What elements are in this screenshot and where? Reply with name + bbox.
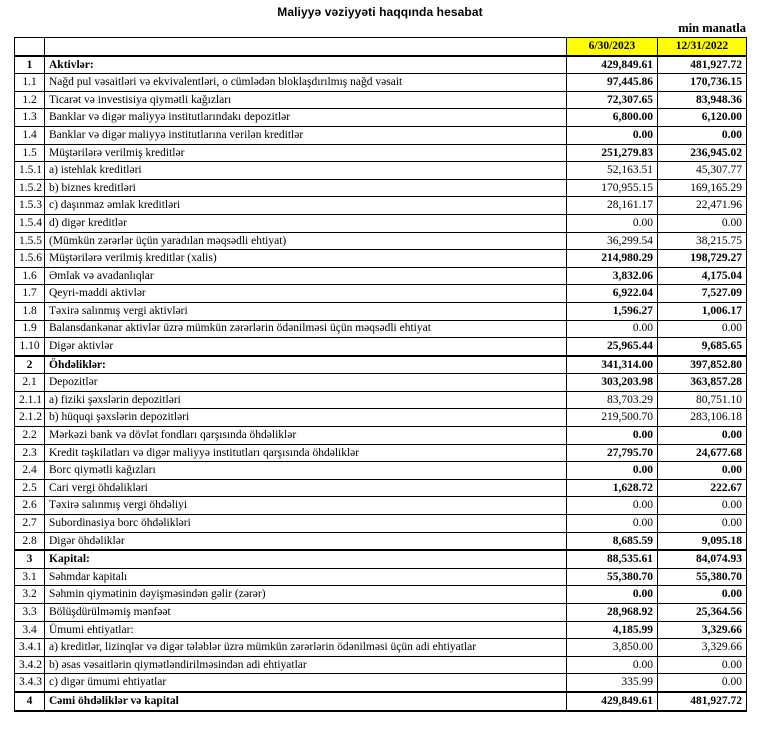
row-label-cell: (Mümkün zərərlər üçün yaradılan məqsədli ehtiyat) (45, 232, 567, 250)
row-label-cell: Müştərilərə verilmiş kreditlər (45, 144, 567, 162)
value-cell-2023: 72,307.65 (567, 91, 658, 109)
value-cell-2022: 198,729.27 (658, 250, 747, 268)
value-cell-2022: 222.67 (658, 479, 747, 497)
value-cell-2023: 25,965.44 (567, 338, 658, 356)
table-row (15, 320, 747, 338)
table-row (15, 604, 747, 622)
row-label-cell: b) əsas vəsaitlərin qiymətləndirilməsindən adi ehtiyatlar (45, 656, 567, 674)
row-label-cell: Təxirə salınmış vergi aktivləri (45, 302, 567, 320)
table-row (15, 214, 747, 232)
value-cell-2022: 0.00 (658, 656, 747, 674)
row-label-cell: d) digər kreditlər (45, 214, 567, 232)
row-number-cell: 2.1 (15, 374, 45, 392)
row-label-cell: b) hüquqi şəxslərin depozitləri (45, 409, 567, 427)
value-cell-2023: 3,832.06 (567, 267, 658, 285)
value-cell-2023: 0.00 (567, 656, 658, 674)
row-number-cell: 3.4.3 (15, 674, 45, 692)
value-cell-2022: 0.00 (658, 214, 747, 232)
row-number-cell: 1.3 (15, 109, 45, 127)
table-row (15, 391, 747, 409)
table-row (15, 74, 747, 92)
row-number-cell: 3.2 (15, 586, 45, 604)
value-cell-2022: 397,852.80 (658, 356, 747, 374)
row-number-cell: 3.4.2 (15, 656, 45, 674)
table-row (15, 285, 747, 303)
row-label-cell: Qeyri-maddi aktivlər (45, 285, 567, 303)
value-cell-2022: 481,927.72 (658, 692, 747, 711)
row-number-cell: 1.5.6 (15, 250, 45, 268)
value-cell-2022: 25,364.56 (658, 604, 747, 622)
header-empty-description-cell (45, 38, 567, 56)
row-number-cell: 1.5.5 (15, 232, 45, 250)
row-label-cell: Banklar və digər maliyyə institutlarına verilən kreditlər (45, 126, 567, 144)
row-number-cell: 1.1 (15, 74, 45, 92)
table-row (15, 179, 747, 197)
value-cell-2023: 219,500.70 (567, 409, 658, 427)
row-label-cell: Ümumi ehtiyatlar: (45, 621, 567, 639)
row-label-cell: c) daşınmaz əmlak kreditləri (45, 197, 567, 215)
value-cell-2023: 0.00 (567, 126, 658, 144)
table-row (15, 479, 747, 497)
value-cell-2022: 0.00 (658, 320, 747, 338)
row-label-cell: Subordinasiya borc öhdəlikləri (45, 515, 567, 533)
value-cell-2023: 0.00 (567, 462, 658, 480)
table-body (15, 56, 747, 711)
value-cell-2023: 335.99 (567, 674, 658, 692)
row-label-cell: a) fiziki şəxslərin depozitləri (45, 391, 567, 409)
value-cell-2023: 0.00 (567, 497, 658, 515)
table-row (15, 126, 747, 144)
row-label-cell: Səhmdar kapitalı (45, 568, 567, 586)
value-cell-2022: 84,074.93 (658, 550, 747, 568)
value-cell-2022: 7,527.09 (658, 285, 747, 303)
row-number-cell: 1.9 (15, 320, 45, 338)
row-number-cell: 1.7 (15, 285, 45, 303)
table-row (15, 250, 747, 268)
value-cell-2022: 9,095.18 (658, 532, 747, 550)
value-cell-2022: 363,857.28 (658, 374, 747, 392)
row-label-cell: Digər öhdəliklər (45, 532, 567, 550)
row-number-cell: 2.1.2 (15, 409, 45, 427)
value-cell-2023: 0.00 (567, 515, 658, 533)
value-cell-2022: 55,380.70 (658, 568, 747, 586)
value-cell-2022: 24,677.68 (658, 444, 747, 462)
row-label-cell: Mərkəzi bank və dövlət fondları qarşısında öhdəliklər (45, 427, 567, 445)
value-cell-2022: 0.00 (658, 427, 747, 445)
value-cell-2023: 28,968.92 (567, 604, 658, 622)
table-row (15, 692, 747, 711)
value-cell-2023: 52,163.51 (567, 162, 658, 180)
row-number-cell: 2.4 (15, 462, 45, 480)
value-cell-2023: 251,279.83 (567, 144, 658, 162)
row-number-cell: 1.5.3 (15, 197, 45, 215)
row-number-cell: 1.10 (15, 338, 45, 356)
value-cell-2023: 170,955.15 (567, 179, 658, 197)
value-cell-2023: 303,203.98 (567, 374, 658, 392)
value-cell-2022: 4,175.04 (658, 267, 747, 285)
value-cell-2023: 27,795.70 (567, 444, 658, 462)
table-row (15, 197, 747, 215)
value-cell-2023: 3,850.00 (567, 639, 658, 657)
value-cell-2022: 169,165.29 (658, 179, 747, 197)
value-cell-2023: 88,535.61 (567, 550, 658, 568)
row-label-cell: b) biznes kreditləri (45, 179, 567, 197)
value-cell-2023: 0.00 (567, 427, 658, 445)
value-cell-2023: 28,161.17 (567, 197, 658, 215)
row-label-cell: Bölüşdürülməmiş mənfəət (45, 604, 567, 622)
value-cell-2023: 0.00 (567, 586, 658, 604)
row-number-cell: 3.4.1 (15, 639, 45, 657)
table-row (15, 674, 747, 692)
row-label-cell: a) kreditlər, lizinqlər və digər tələblər üzrə mümkün zərərlərin ödənilməsi üçün adi ehtiyatlar (45, 639, 567, 657)
table-row (15, 338, 747, 356)
row-number-cell: 1.6 (15, 267, 45, 285)
value-cell-2023: 6,922.04 (567, 285, 658, 303)
row-number-cell: 2.2 (15, 427, 45, 445)
value-cell-2023: 36,299.54 (567, 232, 658, 250)
row-label-cell: a) istehlak kreditləri (45, 162, 567, 180)
header-empty-number-cell (15, 38, 45, 56)
row-number-cell: 1.5 (15, 144, 45, 162)
row-number-cell: 3 (15, 550, 45, 568)
value-cell-2022: 3,329.66 (658, 639, 747, 657)
row-label-cell: Təxirə salınmış vergi öhdəliyi (45, 497, 567, 515)
value-cell-2022: 283,106.18 (658, 409, 747, 427)
row-number-cell: 1 (15, 56, 45, 74)
value-cell-2023: 341,314.00 (567, 356, 658, 374)
table-row (15, 427, 747, 445)
value-cell-2023: 83,703.29 (567, 391, 658, 409)
value-cell-2022: 236,945.02 (658, 144, 747, 162)
value-cell-2023: 429,849.61 (567, 692, 658, 711)
value-cell-2022: 22,471.96 (658, 197, 747, 215)
row-label-cell: Banklar və digər maliyyə institutlarındakı depozitlər (45, 109, 567, 127)
value-cell-2023: 214,980.29 (567, 250, 658, 268)
row-label-cell: Səhmin qiymətinin dəyişməsindən gəlir (zərər) (45, 586, 567, 604)
table-row (15, 232, 747, 250)
value-cell-2022: 1,006.17 (658, 302, 747, 320)
value-cell-2022: 9,685.65 (658, 338, 747, 356)
value-cell-2022: 3,329.66 (658, 621, 747, 639)
table-row (15, 568, 747, 586)
table-row (15, 586, 747, 604)
table-row (15, 409, 747, 427)
row-number-cell: 2.3 (15, 444, 45, 462)
table-row (15, 515, 747, 533)
row-label-cell: Digər aktivlər (45, 338, 567, 356)
value-cell-2022: 0.00 (658, 515, 747, 533)
row-label-cell: Ticarət və investisiya qiymətli kağızları (45, 91, 567, 109)
value-cell-2023: 1,628.72 (567, 479, 658, 497)
value-cell-2023: 0.00 (567, 214, 658, 232)
table-row (15, 356, 747, 374)
row-label-cell: Kapital: (45, 550, 567, 568)
table-header-row (15, 38, 747, 56)
value-cell-2022: 80,751.10 (658, 391, 747, 409)
row-label-cell: Kredit təşkilatları və digər maliyyə institutları qarşısında öhdəliklər (45, 444, 567, 462)
value-cell-2022: 0.00 (658, 126, 747, 144)
value-cell-2022: 6,120.00 (658, 109, 747, 127)
value-cell-2023: 4,185.99 (567, 621, 658, 639)
table-row (15, 444, 747, 462)
table-row (15, 109, 747, 127)
row-number-cell: 2.5 (15, 479, 45, 497)
value-cell-2022: 83,948.36 (658, 91, 747, 109)
row-label-cell: Borc qiymətli kağızları (45, 462, 567, 480)
row-label-cell: Əmlak və avadanlıqlar (45, 267, 567, 285)
row-number-cell: 3.3 (15, 604, 45, 622)
row-number-cell: 1.5.2 (15, 179, 45, 197)
row-number-cell: 1.2 (15, 91, 45, 109)
row-number-cell: 1.8 (15, 302, 45, 320)
column-header-date-2022: 12/31/2022 (658, 38, 747, 56)
row-label-cell: Depozitlər (45, 374, 567, 392)
row-number-cell: 3.1 (15, 568, 45, 586)
row-label-cell: Cari vergi öhdəlikləri (45, 479, 567, 497)
row-number-cell: 2.7 (15, 515, 45, 533)
table-row (15, 374, 747, 392)
value-cell-2023: 97,445.86 (567, 74, 658, 92)
table-row (15, 91, 747, 109)
row-label-cell: c) digər ümumi ehtiyatlar (45, 674, 567, 692)
table-row (15, 144, 747, 162)
column-header-date-2023: 6/30/2023 (567, 38, 658, 56)
table-row (15, 621, 747, 639)
row-number-cell: 2 (15, 356, 45, 374)
value-cell-2023: 6,800.00 (567, 109, 658, 127)
table-row (15, 462, 747, 480)
value-cell-2022: 0.00 (658, 462, 747, 480)
row-number-cell: 1.5.1 (15, 162, 45, 180)
value-cell-2023: 8,685.59 (567, 532, 658, 550)
row-number-cell: 2.6 (15, 497, 45, 515)
row-number-cell: 2.8 (15, 532, 45, 550)
row-number-cell: 4 (15, 692, 45, 711)
balance-sheet-table (14, 37, 747, 712)
table-row (15, 639, 747, 657)
value-cell-2023: 1,596.27 (567, 302, 658, 320)
row-number-cell: 3.4 (15, 621, 45, 639)
row-label-cell: Aktivlər: (45, 56, 567, 74)
value-cell-2022: 0.00 (658, 586, 747, 604)
value-cell-2022: 481,927.72 (658, 56, 747, 74)
table-row (15, 532, 747, 550)
row-label-cell: Öhdəliklər: (45, 356, 567, 374)
value-cell-2022: 45,307.77 (658, 162, 747, 180)
value-cell-2023: 429,849.61 (567, 56, 658, 74)
table-row (15, 162, 747, 180)
row-number-cell: 1.4 (15, 126, 45, 144)
table-row (15, 267, 747, 285)
table-row (15, 56, 747, 74)
value-cell-2022: 170,736.15 (658, 74, 747, 92)
value-cell-2022: 0.00 (658, 674, 747, 692)
row-label-cell: Balansdankənar aktivlər üzrə mümkün zərərlərin ödənilməsi üçün məqsədli ehtiyat (45, 320, 567, 338)
table-row (15, 497, 747, 515)
row-label-cell: Nağd pul vəsaitləri və ekvivalentləri, o cümlədən bloklaşdırılmış nağd vəsait (45, 74, 567, 92)
row-label-cell: Müştərilərə verilmiş kreditlər (xalis) (45, 250, 567, 268)
value-cell-2022: 38,215.75 (658, 232, 747, 250)
row-number-cell: 2.1.1 (15, 391, 45, 409)
table-row (15, 302, 747, 320)
row-label-cell: Cəmi öhdəliklər və kapital (45, 692, 567, 711)
unit-note: min manatla (678, 21, 746, 35)
value-cell-2023: 55,380.70 (567, 568, 658, 586)
table-row (15, 550, 747, 568)
row-number-cell: 1.5.4 (15, 214, 45, 232)
table-row (15, 656, 747, 674)
value-cell-2023: 0.00 (567, 320, 658, 338)
value-cell-2022: 0.00 (658, 497, 747, 515)
page-title: Maliyyə vəziyyəti haqqında hesabat (277, 5, 483, 19)
